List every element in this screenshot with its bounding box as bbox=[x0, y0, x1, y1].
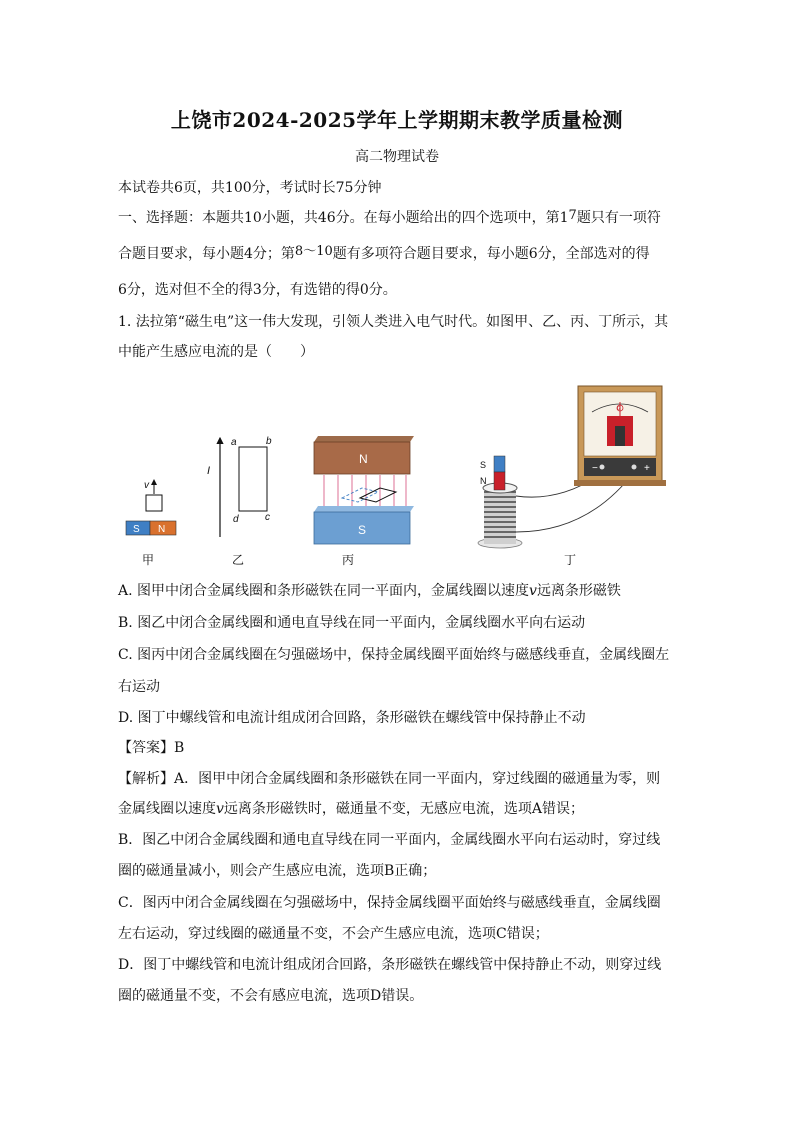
ding-galv-plus: + bbox=[644, 463, 650, 474]
section-line1-sup: 7 bbox=[568, 208, 577, 223]
analysis-b-line1: B．图乙中闭合金属线圈和通电直导线在同一平面内，金属线圈水平向右运动时，穿过线 bbox=[118, 832, 661, 848]
section-line2-range: 8～10 bbox=[294, 244, 333, 259]
option-a bbox=[118, 581, 678, 601]
ding-magnet-s bbox=[494, 456, 505, 472]
bing-n-pole-top bbox=[314, 436, 414, 442]
yi-loop bbox=[239, 447, 267, 511]
answer: 【答案】B bbox=[118, 740, 185, 756]
jia-magnet-s-label: S bbox=[133, 524, 140, 535]
analysis-a-text2: 远离条形磁铁时，磁通量不变，无感应电流，选项A错误； bbox=[223, 801, 585, 817]
analysis-a-line2 bbox=[118, 799, 678, 819]
section-instructions-line2 bbox=[118, 244, 678, 265]
section-line1-text: 一、选择题：本题共10小题，共46分。在每小题给出的四个选项中，第1 bbox=[118, 210, 569, 226]
option-b: B. 图乙中闭合金属线圈和通电直导线在同一平面内，金属线圈水平向右运动 bbox=[118, 615, 586, 631]
analysis-a-line1: 【解析】A．图甲中闭合金属线圈和条形磁铁在同一平面内，穿过线圈的磁通量为零，则 bbox=[118, 771, 661, 787]
question1-stem-line2: 中能产生感应电流的是（ ） bbox=[118, 344, 314, 360]
analysis-b-line2: 圈的磁通量减小，则会产生感应电流，选项B正确； bbox=[118, 863, 437, 879]
yi-corner-d: d bbox=[233, 514, 239, 525]
section-line2-a: 合题目要求，每小题4分；第 bbox=[118, 246, 295, 262]
section-line2-b: 题有多项符合题目要求，每小题6分，全部选对的得 bbox=[332, 246, 650, 262]
page-subtitle: 高二物理试卷 bbox=[355, 149, 439, 165]
option-c-line2: 右运动 bbox=[118, 679, 160, 695]
ding-magnet-s-label: S bbox=[480, 460, 487, 470]
option-a-text2: 远离条形磁铁 bbox=[536, 583, 621, 599]
section-instructions-line1 bbox=[118, 208, 678, 229]
ding-galv-minus: − bbox=[592, 463, 598, 474]
analysis-d-line2: 圈的磁通量不变，不会有感应电流，选项D错误。 bbox=[118, 988, 424, 1004]
option-c-line1: C. 图丙中闭合金属线圈在匀强磁场中，保持金属线圈平面始终与磁感线垂直，金属线圈左 bbox=[118, 647, 670, 663]
analysis-a-v: v bbox=[216, 801, 224, 817]
jia-magnet-n-label: N bbox=[158, 524, 166, 535]
ding-galv-g-label: G bbox=[617, 406, 621, 412]
option-a-text1: A. 图甲中闭合金属线圈和条形磁铁在同一平面内，金属线圈以速度 bbox=[118, 583, 530, 599]
bing-s-label: S bbox=[358, 523, 367, 537]
question1-stem-line1: 1. 法拉第“磁生电”这一伟大发现，引领人类进入电气时代。如图甲、乙、丙、丁所示，其 bbox=[118, 314, 669, 330]
section-line1-end: 题只有一项符 bbox=[576, 210, 661, 226]
figure-bing bbox=[314, 436, 414, 544]
yi-corner-c: c bbox=[265, 512, 270, 523]
ding-magnet-n-label: N bbox=[480, 476, 487, 486]
caption-jia: 甲 bbox=[141, 553, 154, 567]
ding-galvanometer bbox=[574, 386, 666, 486]
jia-velocity-label: v bbox=[144, 480, 149, 491]
section-instructions-line3: 6分，选对但不全的得3分，有选错的得0分。 bbox=[118, 282, 397, 298]
option-d: D. 图丁中螺线管和电流计组成闭合回路，条形磁铁在螺线管中保持静止不动 bbox=[118, 710, 586, 726]
figure-jia bbox=[126, 480, 176, 535]
yi-corner-b: b bbox=[266, 436, 272, 447]
bing-loop-dashed bbox=[342, 488, 378, 502]
ding-solenoid bbox=[484, 488, 516, 544]
analysis-a-text1: 金属线圈以速度 bbox=[118, 801, 216, 817]
yi-current-label: I bbox=[207, 465, 211, 477]
yi-corner-a: a bbox=[231, 437, 237, 448]
figure-yi bbox=[207, 436, 272, 537]
page-title: 上饶市2024-2025学年上学期期末教学质量检测 bbox=[170, 108, 624, 132]
option-a-v: v bbox=[529, 583, 537, 599]
analysis-d-line1: D．图丁中螺线管和电流计组成闭合回路，条形磁铁在螺线管中保持静止不动，则穿过线 bbox=[118, 957, 662, 973]
bing-s-pole-top bbox=[314, 506, 414, 512]
caption-yi: 乙 bbox=[231, 553, 244, 567]
analysis-c-line1: C．图丙中闭合金属线圈在匀强磁场中，保持金属线圈平面始终与磁感线垂直，金属线圈 bbox=[118, 895, 661, 911]
jia-loop bbox=[146, 495, 162, 511]
ding-magnet-n bbox=[494, 472, 505, 490]
figure-ding bbox=[478, 386, 666, 548]
bing-loop bbox=[360, 488, 396, 502]
exam-info: 本试卷共6页，共100分，考试时长75分钟 bbox=[118, 180, 382, 196]
analysis-c-line2: 左右运动，穿过线圈的磁通量不变，不会产生感应电流，选项C错误； bbox=[118, 926, 549, 942]
caption-bing: 丙 bbox=[341, 553, 354, 567]
question1-figure bbox=[118, 372, 678, 572]
caption-ding: 丁 bbox=[563, 553, 576, 567]
bing-n-label: N bbox=[359, 452, 368, 466]
